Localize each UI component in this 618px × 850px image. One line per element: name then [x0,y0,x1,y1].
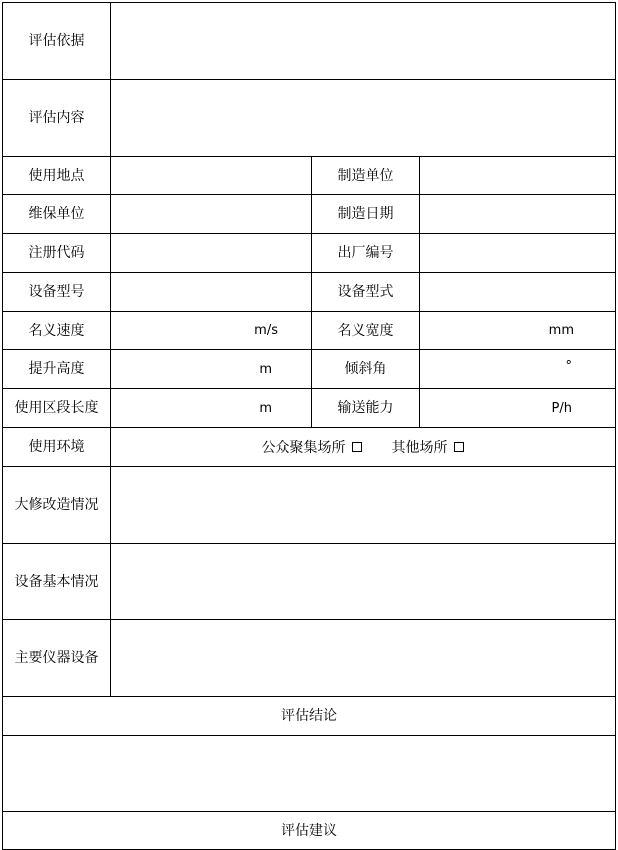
type-value[interactable] [420,273,615,311]
environment-option-public[interactable] [262,437,362,457]
length-label: 使用区段长度 [14,400,99,416]
conclusion-heading: 评估结论 [281,708,337,724]
serial-number-label: 出厂编号 [337,245,394,261]
maintenance-value[interactable] [111,195,311,233]
basis-value[interactable] [111,3,615,79]
content-label: 评估内容 [28,110,85,126]
angle-value[interactable] [420,350,615,388]
height-unit: m [259,361,272,377]
environment-options [110,428,615,466]
speed-label: 名义速度 [28,322,85,339]
manufacture-date-label: 制造日期 [337,206,394,222]
basic-info-value[interactable] [111,544,615,619]
capacity-value[interactable] [420,389,615,427]
model-value[interactable] [111,273,311,311]
angle-label: 倾斜角 [344,361,387,377]
checkbox-icon[interactable] [352,442,362,452]
basic-info-label: 设备基本情况 [14,573,99,590]
overhaul-label: 大修改造情况 [14,497,99,513]
angle-unit: ° [565,359,572,374]
height-label: 提升高度 [28,361,85,377]
environment-label: 使用环境 [28,439,85,455]
manufacturer-value[interactable] [420,157,615,194]
registration-code-label: 注册代码 [28,245,85,261]
speed-value[interactable] [111,312,311,349]
environment-option-other-label: 其他场所 [391,440,448,456]
environment-option-other[interactable] [392,437,464,457]
checkbox-icon[interactable] [454,442,464,452]
width-unit: mm [548,323,574,338]
model-label: 设备型号 [28,284,85,300]
conclusion-value[interactable] [3,736,615,811]
location-label: 使用地点 [28,167,85,184]
speed-unit: m/s [254,323,278,338]
location-value[interactable] [111,157,311,194]
instruments-value[interactable] [111,620,615,696]
grid-line [615,2,616,850]
type-label: 设备型式 [337,284,394,300]
width-label: 名义宽度 [337,322,394,339]
length-value[interactable] [111,389,311,427]
length-unit: m [259,400,272,416]
registration-code-value[interactable] [111,234,311,272]
content-value[interactable] [111,80,615,156]
basis-label: 评估依据 [28,33,85,49]
manufacture-date-value[interactable] [420,195,615,233]
capacity-label: 输送能力 [337,400,394,416]
suggestion-heading: 评估建议 [281,822,337,839]
serial-number-value[interactable] [420,234,615,272]
manufacturer-label: 制造单位 [337,167,394,184]
width-value[interactable] [420,312,615,349]
environment-option-public-label: 公众聚集场所 [261,440,346,456]
height-value[interactable] [111,350,311,388]
capacity-unit: P/h [551,400,572,416]
instruments-label: 主要仪器设备 [14,650,99,666]
maintenance-label: 维保单位 [28,206,85,222]
overhaul-value[interactable] [111,467,615,543]
